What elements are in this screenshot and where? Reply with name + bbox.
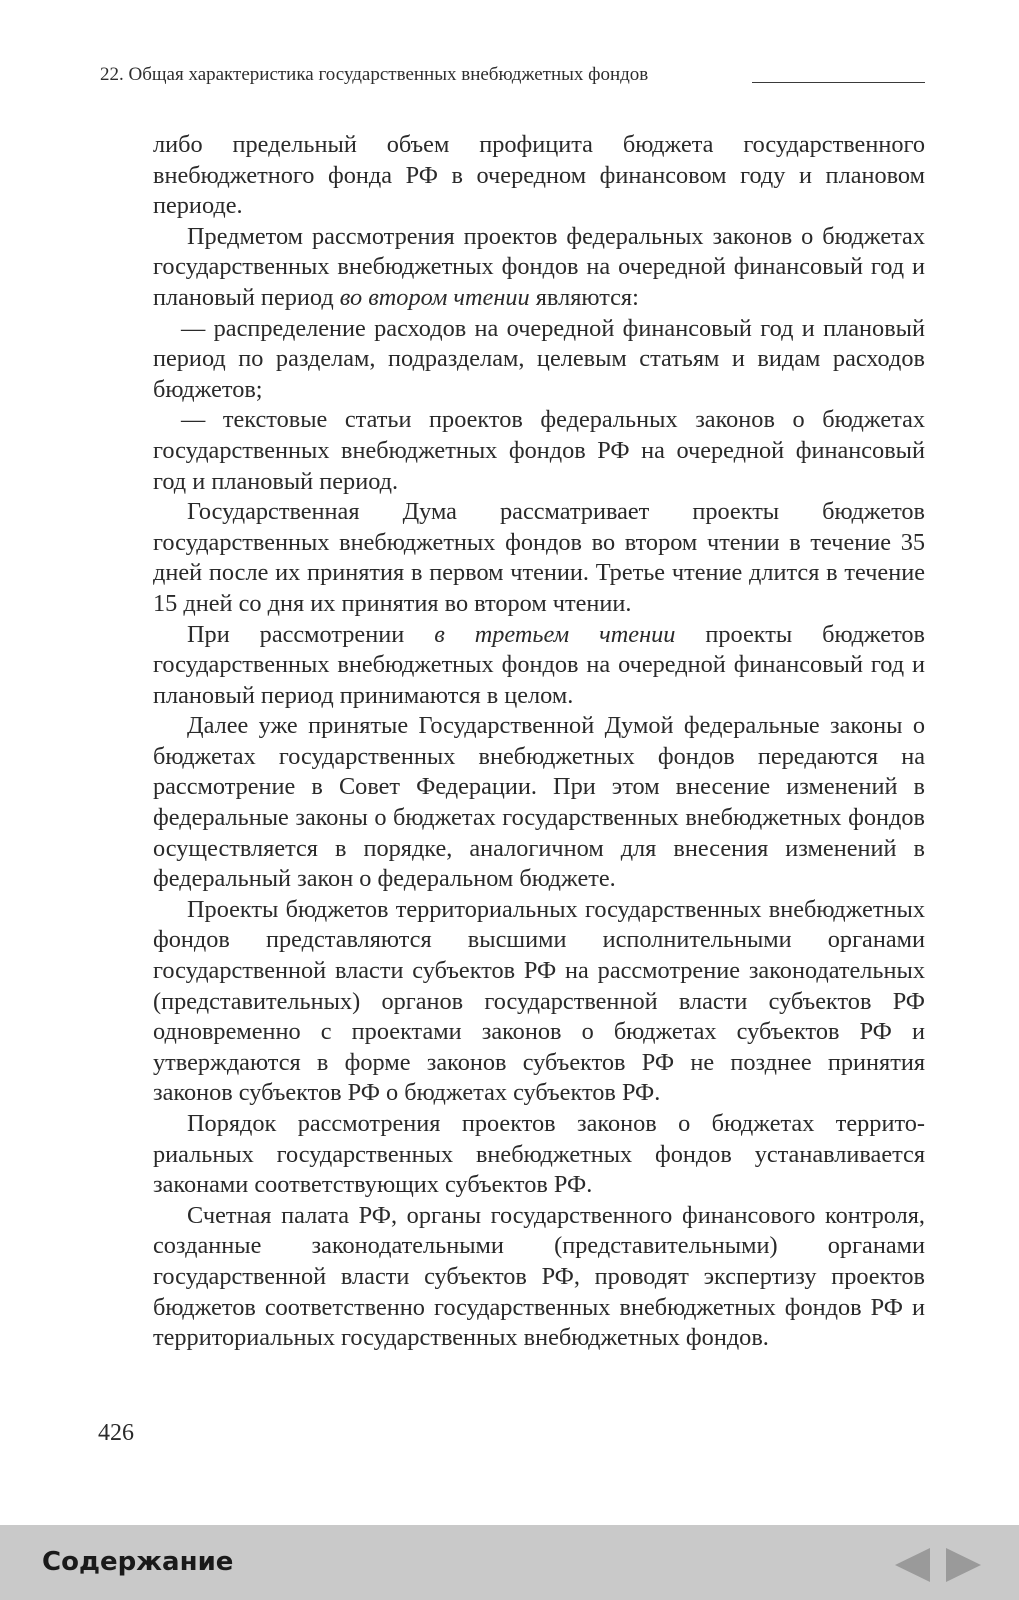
page-header [100,60,930,90]
emphasis-text: во втором чтении [339,283,530,311]
header-rule [752,82,925,83]
list-item: — текстовые статьи проектов федеральных законов о бюджетах государственных внебюджетных фондов РФ на очередной финансовый год и плановый период. [153,406,925,495]
paragraph: Государственная Дума рассматривает проекты бюджетов государственных внебюджетных фондов во втором чтении в течение 35 дней после их принятия в первом чтении. Третье чтение длится в течение 15 дней со дня их принятия во втором чтении. [153,498,925,617]
paragraph: Порядок рассмотрения проектов законов о бюджетах территориальных государственных внебюджетных фондов устанавливается законами соответствующих субъектов РФ. [153,1110,925,1199]
triangle-left-icon [892,1545,932,1585]
body-text [153,130,925,1354]
paragraph-text: проекты бюджетов государственных внебюджетных фондов на очередной финансовый год и плановый период принимаются в целом. [153,620,925,709]
contents-link[interactable]: Содержание [42,1547,234,1577]
paragraph-text: При рассмотрении [187,620,435,648]
paragraph [153,620,925,712]
list-item: — распределение расходов на очередной финансовый год и плановый период по разделам, подразделам, целевым статьям и видам расходов бюджетов; [153,314,925,403]
triangle-right-icon [944,1545,984,1585]
paragraph-text: являются: [529,283,639,311]
paragraph: Счетная палата РФ, органы государственного финансового контроля, созданные законодательными (представительными) органами государственной власти субъектов РФ, проводят экспертизу проектов бюджетов соответственно государственных внебюджетных фондов РФ и территориальных государственных внебюджетных фондов. [153,1201,925,1352]
previous-page-button[interactable] [892,1545,932,1585]
next-page-button[interactable] [944,1545,984,1585]
paragraph: Проекты бюджетов территориальных государственных внебюджетных фондов представляются высшими исполнительными органами государственной власти субъектов РФ на рассмотрение законодательных (представительных) органов государственной власти субъектов РФ одновременно с проектами законов о бюджетах субъектов РФ и утверждаются в форме законов субъектов РФ не позднее принятия законов субъектов РФ о бюджетах субъектов РФ. [153,895,925,1107]
bottom-nav-bar [0,1525,1019,1600]
running-header-title: 22. Общая характеристика государственных внебюджетных фондов [100,64,649,85]
paragraph-text: Предметом рассмотрения проектов федеральных законов о бюджетах государственных внебюджетных фондов на очередной финансовый год и плановый период [153,222,925,311]
paragraph [153,222,925,314]
emphasis-text: в третьем чтении [434,620,676,648]
paragraph: либо предельный объем профицита бюджета государственного внебюджетного фонда РФ в очередном финансовом году и плановом периоде. [153,131,925,220]
page-number: 426 [98,1420,134,1446]
paragraph: Далее уже принятые Государственной Думой федеральные законы о бюджетах государственных внебюджетных фондов передаются на рассмотрение в Совет Федерации. При этом внесение изменений в федеральные законы о бюджетах государственных внебюджетных фондов осуществляется в порядке, аналогичном для внесения изменений в федеральный закон о федеральном бюджете. [153,712,925,893]
